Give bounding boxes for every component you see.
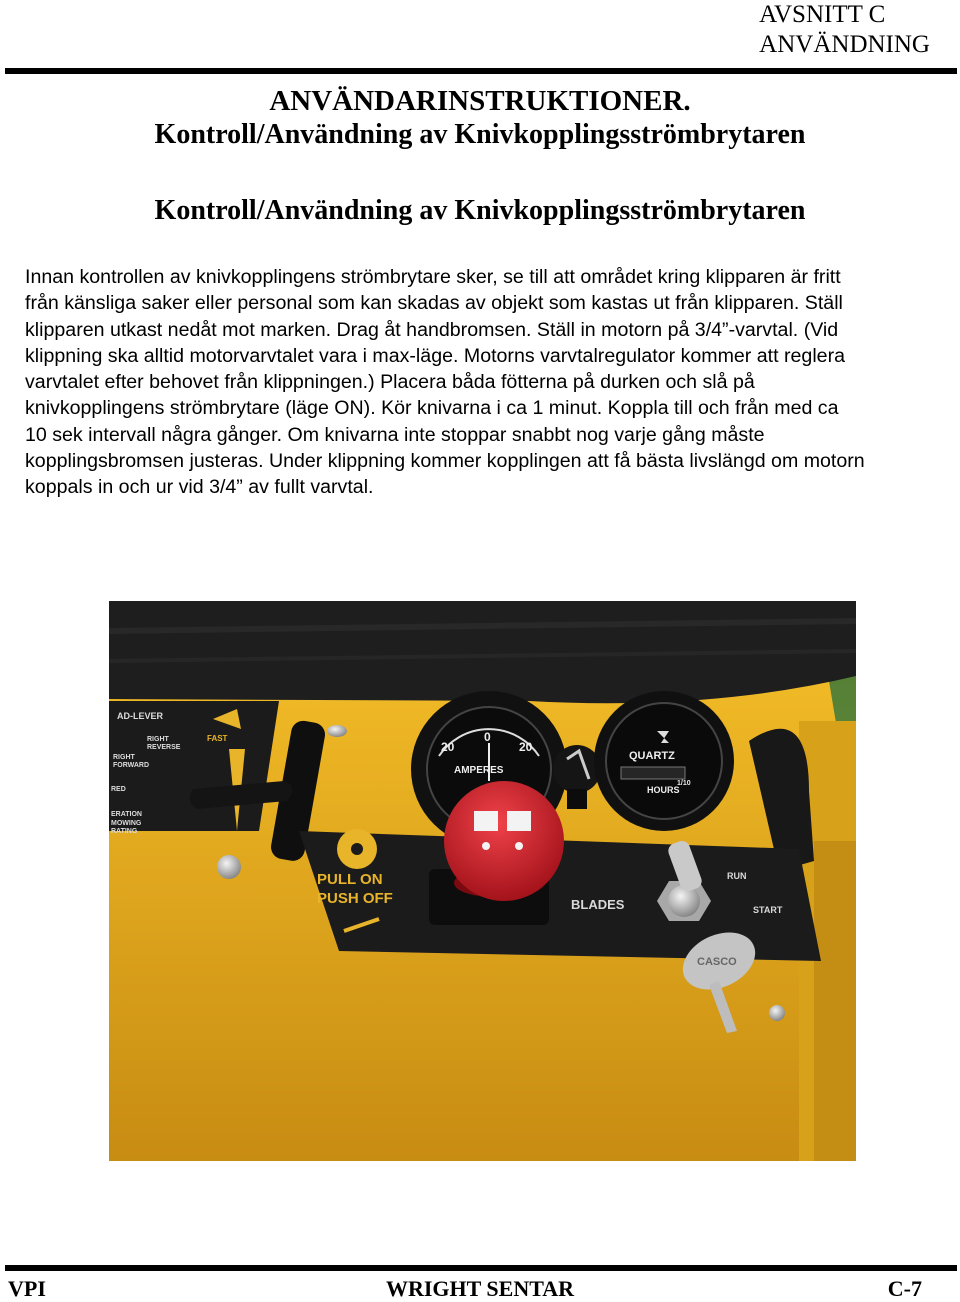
key-start-label: START [753,905,783,915]
ammeter-scale: 20 [441,740,455,754]
hourmeter-brand: QUARTZ [629,750,675,762]
top-rule [5,68,957,74]
paragraph-line: 10 sek intervall några gånger. Om knivarna inte stoppar snabbt nog varje gång måste [25,423,765,446]
ammeter-label: AMPERES [454,765,504,776]
lever-decal-text: ERATION [111,811,142,818]
paragraph-line: kopplingsbromsen justeras. Under klippning kommer kopplingen att få bästa livslängd om motorn [25,450,865,473]
key-run-label: RUN [727,871,747,881]
lever-decal-title: AD-LEVER [117,711,164,721]
lever-decal-text: RIGHT [113,754,135,761]
footer-model: WRIGHT SENTAR [385,1276,575,1301]
paragraph-line: varvtalet efter behovet från klippningen.) Placera båda fötterna på durken och slå på [25,371,755,394]
section-name: ANVÄNDNING [759,31,930,58]
ammeter-scale: 0 [484,730,491,744]
section-heading: Kontroll/Användning av Knivkopplingsströmbrytaren [154,195,806,226]
pto-engage-icon [507,811,531,831]
lever-decal-text: MOWING [111,820,142,827]
paragraph-line: från känsliga saker eller personal som kan skadas av objekt som kastas ut från klipparen. Ställ [25,292,843,315]
paragraph-line: klippning ska alltid motorvarvtalet vara i max-läge. Motorns varvtalregulator kommer att reglera [25,344,846,367]
control-panel-photo [109,601,856,1161]
page-title: ANVÄNDARINSTRUKTIONER. [269,85,691,117]
body-paragraph [25,264,940,501]
ammeter-scale: 20 [519,740,533,754]
lever-decal-text: RED [111,786,126,793]
paragraph-line: koppals in och ur vid 3/4” av fullt varvtal. [25,476,374,499]
lever-decal-text: FORWARD [113,762,150,769]
paragraph-line: klipparen utkast nedåt mot marken. Drag åt handbromsen. Ställ in motorn på 3/4”-varvtal. (Vid [25,318,839,341]
lever-decal-text: RATING [111,828,138,835]
footer-company: VPI [8,1276,46,1301]
page-subtitle: Kontroll/Användning av Knivkopplingsströmbrytaren [154,119,806,150]
lever-decal-text: REVERSE [147,744,181,751]
pto-disengage-icon [474,811,498,831]
lever-decal-text: RIGHT [147,736,169,743]
hourmeter-fraction: 1/10 [677,780,691,787]
blades-label: BLADES [571,897,625,912]
footer-page-number: C-7 [887,1276,922,1301]
fast-label: FAST [207,734,228,743]
section-label: AVSNITT C [759,1,886,28]
bottom-rule [5,1265,957,1271]
section-header [759,0,930,60]
pto-knob [444,781,564,901]
paragraph-line: Innan kontrollen av knivkopplingens strömbrytare sker, se till att området kring klipparen är fritt [25,266,841,288]
hourmeter-label: HOURS [647,785,680,795]
paragraph-line: knivkopplingens strömbrytare (läge ON). Kör knivarna i ca 1 minut. Koppla till och från med ca [25,397,839,420]
pto-text-pull: PULL ON [317,871,383,888]
pto-text-push: PUSH OFF [317,890,393,907]
key-brand: CASCO [697,956,737,968]
